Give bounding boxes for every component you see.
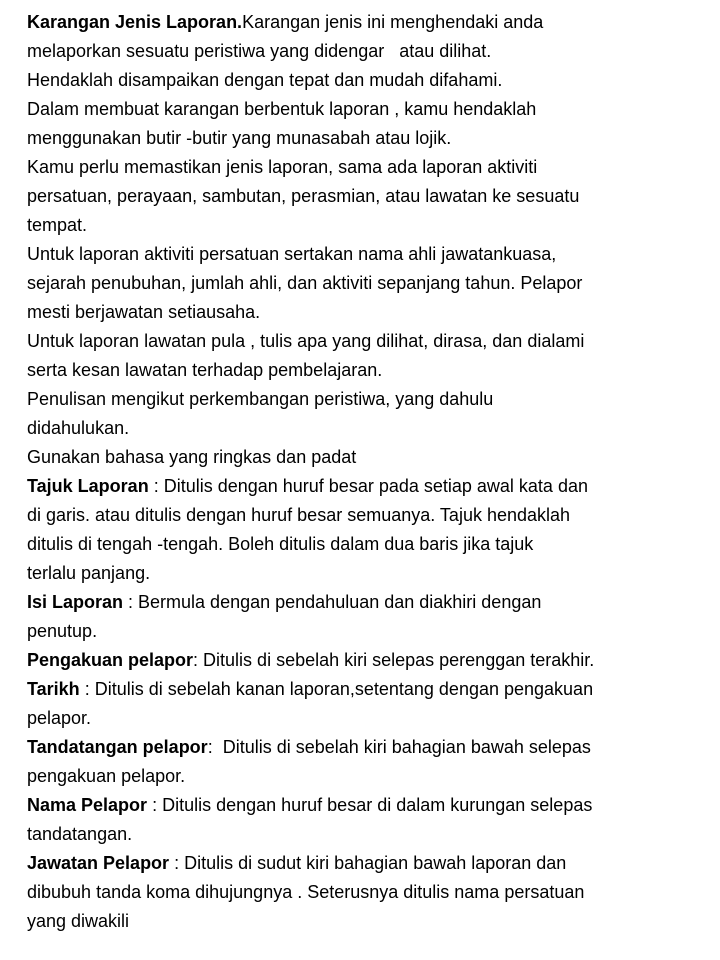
paragraph-term: Tarikh (27, 679, 80, 699)
paragraph-kamu-perlu (27, 153, 715, 240)
paragraph-text: : Ditulis di sudut kiri bahagian bawah laporan dan dibubuh tanda koma dihujungnya . Seterusnya ditulis nama persatuan yang diwakili (27, 853, 585, 931)
paragraph-text: : Bermula dengan pendahuluan dan diakhiri dengan penutup. (27, 592, 542, 641)
paragraph-term: Pengakuan pelapor (27, 650, 194, 670)
document-body (27, 8, 715, 936)
paragraph-karangan-jenis-laporan (27, 8, 715, 66)
paragraph-tarikh (27, 675, 715, 733)
paragraph-text: Karangan jenis ini menghendaki anda melaporkan sesuatu peristiwa yang didengar atau dilihat. (27, 12, 544, 61)
paragraph-isi-laporan (27, 588, 715, 646)
paragraph-text: Kamu perlu memastikan jenis laporan, sama ada laporan aktiviti persatuan, perayaan, sambutan, perasmian, atau lawatan ke sesuatu tempat. (27, 157, 580, 235)
paragraph-term: Tajuk Laporan (27, 476, 149, 496)
paragraph-term: Nama Pelapor (27, 795, 148, 815)
paragraph-text: Penulisan mengikut perkembangan peristiwa, yang dahulu didahulukan. (27, 389, 494, 438)
paragraph-tandatangan-pelapor (27, 733, 715, 791)
paragraph-tajuk-laporan (27, 472, 715, 588)
paragraph-text: : Ditulis dengan huruf besar di dalam kurungan selepas tandatangan. (27, 795, 593, 844)
paragraph-laporan-lawatan (27, 327, 715, 385)
paragraph-text: Untuk laporan lawatan pula , tulis apa yang dilihat, dirasa, dan dialami serta kesan lawatan terhadap pembelajaran. (27, 331, 585, 380)
paragraph-term: Isi Laporan (27, 592, 124, 612)
paragraph-text: Gunakan bahasa yang ringkas dan padat (27, 447, 357, 467)
paragraph-jawatan-pelapor (27, 849, 715, 936)
paragraph-text: Dalam membuat karangan berbentuk laporan , kamu hendaklah menggunakan butir -butir yang munasabah atau lojik. (27, 99, 537, 148)
paragraph-text: : Ditulis di sebelah kiri bahagian bawah selepas pengakuan pelapor. (27, 737, 591, 786)
paragraph-gunakan-bahasa (27, 443, 715, 472)
paragraph-pengakuan-pelapor (27, 646, 715, 675)
paragraph-term: Tandatangan pelapor (27, 737, 208, 757)
paragraph-nama-pelapor (27, 791, 715, 849)
paragraph-laporan-aktiviti (27, 240, 715, 327)
paragraph-term: Karangan Jenis Laporan. (27, 12, 243, 32)
paragraph-text: : Ditulis di sebelah kanan laporan,setentang dengan pengakuan pelapor. (27, 679, 594, 728)
paragraph-hendaklah (27, 66, 715, 95)
paragraph-dalam-membuat (27, 95, 715, 153)
paragraph-text: Hendaklah disampaikan dengan tepat dan mudah difahami. (27, 70, 503, 90)
paragraph-term: Jawatan Pelapor (27, 853, 170, 873)
paragraph-penulisan (27, 385, 715, 443)
paragraph-text: : Ditulis dengan huruf besar pada setiap awal kata dan di garis. atau ditulis dengan huruf besar semuanya. Tajuk hendaklah ditulis di tengah -tengah. Boleh ditulis dalam dua baris jika tajuk terlalu panjang. (27, 476, 588, 583)
paragraph-text: Untuk laporan aktiviti persatuan sertakan nama ahli jawatankuasa, sejarah penubuhan, jumlah ahli, dan aktiviti sepanjang tahun. Pelapor mesti berjawatan setiausaha. (27, 244, 583, 322)
paragraph-text: : Ditulis di sebelah kiri selepas perenggan terakhir. (193, 650, 595, 670)
